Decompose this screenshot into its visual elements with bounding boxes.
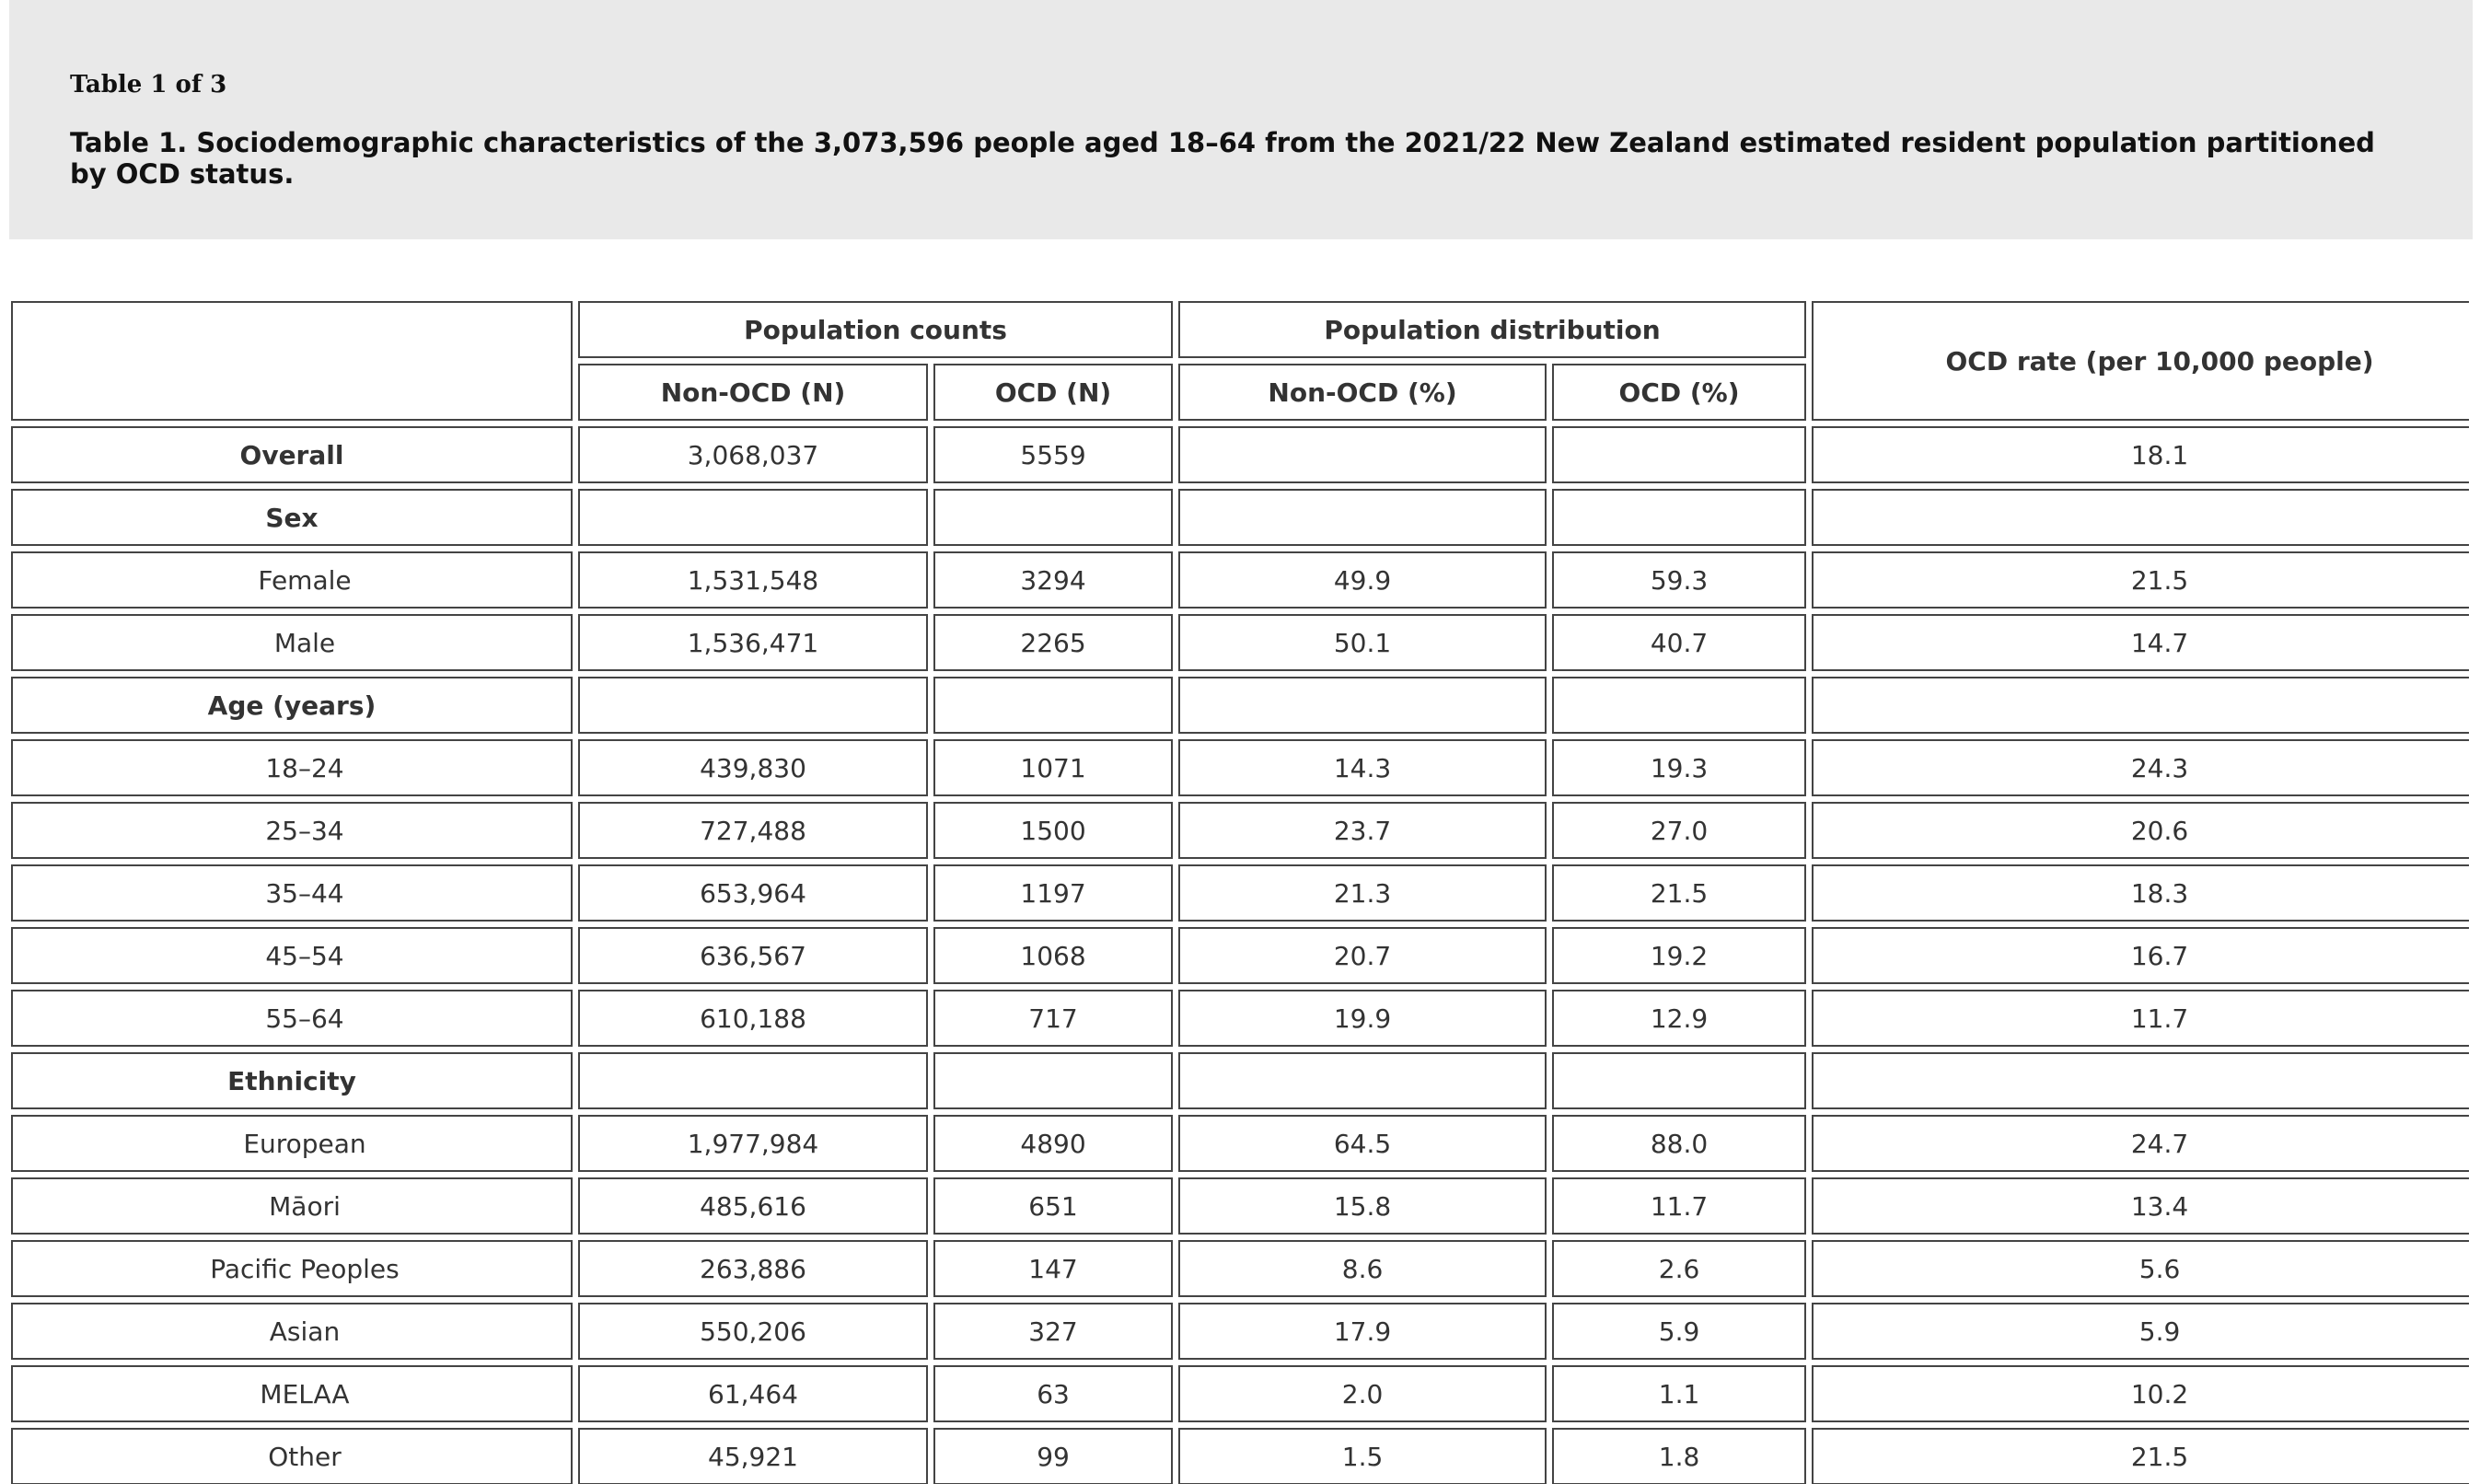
cell-non-ocd-pct: 21.3 bbox=[1178, 864, 1547, 922]
cell-non-ocd-n: 439,830 bbox=[578, 739, 928, 796]
cell-ocd-pct: 21.5 bbox=[1552, 864, 1806, 922]
cell-ocd-rate: 13.4 bbox=[1812, 1177, 2469, 1235]
cell-non-ocd-pct: 2.0 bbox=[1178, 1365, 1547, 1422]
row-label: 25–34 bbox=[11, 802, 573, 859]
cell-non-ocd-n: 727,488 bbox=[578, 802, 928, 859]
table-row bbox=[11, 990, 2469, 1047]
cell-ocd-pct: 1.8 bbox=[1552, 1428, 1806, 1484]
table-row bbox=[11, 1115, 2469, 1172]
cell-ocd-pct: 1.1 bbox=[1552, 1365, 1806, 1422]
cell-ocd-rate bbox=[1812, 1052, 2469, 1109]
table-section-row bbox=[11, 489, 2469, 546]
cell-ocd-n: 4890 bbox=[933, 1115, 1173, 1172]
cell-non-ocd-n: 1,536,471 bbox=[578, 614, 928, 671]
table-header bbox=[11, 301, 2469, 421]
cell-ocd-rate: 10.2 bbox=[1812, 1365, 2469, 1422]
cell-non-ocd-pct: 8.6 bbox=[1178, 1240, 1547, 1297]
cell-non-ocd-pct: 50.1 bbox=[1178, 614, 1547, 671]
cell-ocd-rate: 24.3 bbox=[1812, 739, 2469, 796]
header-ocd-rate: OCD rate (per 10,000 people) bbox=[1812, 301, 2469, 421]
header-ocd-n: OCD (N) bbox=[933, 364, 1173, 421]
cell-ocd-rate: 5.6 bbox=[1812, 1240, 2469, 1297]
cell-ocd-pct: 27.0 bbox=[1552, 802, 1806, 859]
row-label: Age (years) bbox=[11, 677, 573, 734]
cell-ocd-n bbox=[933, 677, 1173, 734]
cell-ocd-pct: 40.7 bbox=[1552, 614, 1806, 671]
table-section-row bbox=[11, 1052, 2469, 1109]
cell-ocd-rate: 18.1 bbox=[1812, 426, 2469, 483]
cell-non-ocd-n: 1,977,984 bbox=[578, 1115, 928, 1172]
cell-non-ocd-pct: 23.7 bbox=[1178, 802, 1547, 859]
cell-non-ocd-pct bbox=[1178, 1052, 1547, 1109]
cell-ocd-rate: 11.7 bbox=[1812, 990, 2469, 1047]
row-label: Other bbox=[11, 1428, 573, 1484]
row-label: Ethnicity bbox=[11, 1052, 573, 1109]
row-label: Female bbox=[11, 551, 573, 609]
table-section-row bbox=[11, 426, 2469, 483]
cell-ocd-n: 2265 bbox=[933, 614, 1173, 671]
table-row bbox=[11, 1428, 2469, 1484]
cell-non-ocd-pct: 20.7 bbox=[1178, 927, 1547, 984]
cell-ocd-pct: 19.2 bbox=[1552, 927, 1806, 984]
data-table-container bbox=[11, 301, 2469, 1484]
cell-ocd-rate: 5.9 bbox=[1812, 1303, 2469, 1360]
cell-non-ocd-pct: 19.9 bbox=[1178, 990, 1547, 1047]
cell-non-ocd-n: 636,567 bbox=[578, 927, 928, 984]
table-row bbox=[11, 614, 2469, 671]
cell-non-ocd-pct: 64.5 bbox=[1178, 1115, 1547, 1172]
row-label: 18–24 bbox=[11, 739, 573, 796]
cell-non-ocd-n bbox=[578, 1052, 928, 1109]
cell-ocd-n: 717 bbox=[933, 990, 1173, 1047]
table-row bbox=[11, 1303, 2469, 1360]
cell-ocd-rate: 24.7 bbox=[1812, 1115, 2469, 1172]
header-non-ocd-n: Non-OCD (N) bbox=[578, 364, 928, 421]
cell-ocd-rate: 20.6 bbox=[1812, 802, 2469, 859]
cell-ocd-n: 651 bbox=[933, 1177, 1173, 1235]
table-row bbox=[11, 927, 2469, 984]
header-non-ocd-pct: Non-OCD (%) bbox=[1178, 364, 1547, 421]
cell-non-ocd-n: 653,964 bbox=[578, 864, 928, 922]
table-row bbox=[11, 1240, 2469, 1297]
cell-ocd-n: 1197 bbox=[933, 864, 1173, 922]
cell-non-ocd-n: 485,616 bbox=[578, 1177, 928, 1235]
cell-non-ocd-pct bbox=[1178, 677, 1547, 734]
cell-ocd-rate: 21.5 bbox=[1812, 551, 2469, 609]
cell-ocd-n: 327 bbox=[933, 1303, 1173, 1360]
header-empty-cell bbox=[11, 301, 573, 421]
cell-non-ocd-n bbox=[578, 677, 928, 734]
cell-ocd-n: 147 bbox=[933, 1240, 1173, 1297]
row-label: Male bbox=[11, 614, 573, 671]
table-section-row bbox=[11, 677, 2469, 734]
row-label: Pacific Peoples bbox=[11, 1240, 573, 1297]
row-label: 35–44 bbox=[11, 864, 573, 922]
header-ocd-pct: OCD (%) bbox=[1552, 364, 1806, 421]
cell-non-ocd-n bbox=[578, 489, 928, 546]
header-population-counts: Population counts bbox=[578, 301, 1173, 358]
cell-ocd-pct: 59.3 bbox=[1552, 551, 1806, 609]
cell-non-ocd-pct: 1.5 bbox=[1178, 1428, 1547, 1484]
cell-ocd-n: 1500 bbox=[933, 802, 1173, 859]
cell-ocd-pct: 5.9 bbox=[1552, 1303, 1806, 1360]
cell-non-ocd-pct: 49.9 bbox=[1178, 551, 1547, 609]
cell-ocd-n: 3294 bbox=[933, 551, 1173, 609]
cell-non-ocd-pct bbox=[1178, 426, 1547, 483]
table-row bbox=[11, 802, 2469, 859]
table-caption-header bbox=[9, 0, 2473, 239]
table-body bbox=[11, 426, 2469, 1484]
row-label: Māori bbox=[11, 1177, 573, 1235]
cell-ocd-pct bbox=[1552, 426, 1806, 483]
cell-ocd-pct: 19.3 bbox=[1552, 739, 1806, 796]
cell-non-ocd-pct: 14.3 bbox=[1178, 739, 1547, 796]
cell-non-ocd-n: 45,921 bbox=[578, 1428, 928, 1484]
cell-ocd-pct bbox=[1552, 1052, 1806, 1109]
row-label: MELAA bbox=[11, 1365, 573, 1422]
cell-non-ocd-pct: 15.8 bbox=[1178, 1177, 1547, 1235]
cell-ocd-rate bbox=[1812, 677, 2469, 734]
cell-ocd-n: 5559 bbox=[933, 426, 1173, 483]
row-label: European bbox=[11, 1115, 573, 1172]
cell-ocd-n: 99 bbox=[933, 1428, 1173, 1484]
table-row bbox=[11, 864, 2469, 922]
table-row bbox=[11, 551, 2469, 609]
row-label: Asian bbox=[11, 1303, 573, 1360]
cell-non-ocd-n: 1,531,548 bbox=[578, 551, 928, 609]
cell-non-ocd-pct bbox=[1178, 489, 1547, 546]
cell-ocd-rate bbox=[1812, 489, 2469, 546]
cell-ocd-pct bbox=[1552, 677, 1806, 734]
cell-ocd-rate: 14.7 bbox=[1812, 614, 2469, 671]
cell-ocd-pct: 2.6 bbox=[1552, 1240, 1806, 1297]
table-row bbox=[11, 1177, 2469, 1235]
cell-ocd-rate: 16.7 bbox=[1812, 927, 2469, 984]
row-label: Sex bbox=[11, 489, 573, 546]
row-label: Overall bbox=[11, 426, 573, 483]
cell-ocd-pct: 11.7 bbox=[1552, 1177, 1806, 1235]
cell-ocd-n: 63 bbox=[933, 1365, 1173, 1422]
cell-ocd-pct: 12.9 bbox=[1552, 990, 1806, 1047]
table-row bbox=[11, 1365, 2469, 1422]
table-counter: Table 1 of 3 bbox=[70, 71, 227, 99]
cell-non-ocd-n: 3,068,037 bbox=[578, 426, 928, 483]
cell-ocd-n: 1068 bbox=[933, 927, 1173, 984]
row-label: 55–64 bbox=[11, 990, 573, 1047]
header-row-groups bbox=[11, 301, 2469, 358]
cell-non-ocd-pct: 17.9 bbox=[1178, 1303, 1547, 1360]
data-table bbox=[11, 301, 2469, 1484]
cell-ocd-n: 1071 bbox=[933, 739, 1173, 796]
header-population-distribution: Population distribution bbox=[1178, 301, 1806, 358]
table-row bbox=[11, 739, 2469, 796]
cell-non-ocd-n: 61,464 bbox=[578, 1365, 928, 1422]
cell-ocd-pct: 88.0 bbox=[1552, 1115, 1806, 1172]
cell-ocd-n bbox=[933, 489, 1173, 546]
cell-non-ocd-n: 610,188 bbox=[578, 990, 928, 1047]
cell-ocd-rate: 18.3 bbox=[1812, 864, 2469, 922]
table-title: Table 1. Sociodemographic characteristics of the 3,073,596 people aged 18–64 from the 2021/22 New Zealand estimated resident population partitioned by OCD status. bbox=[70, 127, 2375, 190]
cell-non-ocd-n: 550,206 bbox=[578, 1303, 928, 1360]
row-label: 45–54 bbox=[11, 927, 573, 984]
cell-ocd-rate: 21.5 bbox=[1812, 1428, 2469, 1484]
cell-ocd-pct bbox=[1552, 489, 1806, 546]
cell-ocd-n bbox=[933, 1052, 1173, 1109]
cell-non-ocd-n: 263,886 bbox=[578, 1240, 928, 1297]
